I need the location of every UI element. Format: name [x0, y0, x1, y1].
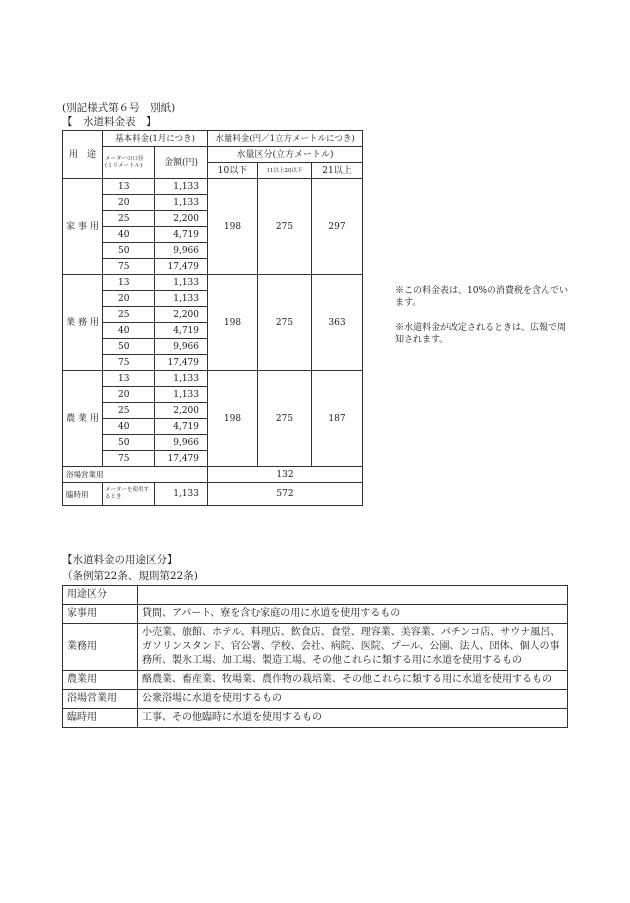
- basic-amount-cell: 9,966: [155, 339, 208, 355]
- meter-diameter-cell: 13: [103, 371, 155, 387]
- basic-amount-cell: 17,479: [155, 355, 208, 371]
- note-revision: ※水道料金が改定されるときは、広報で周知されます。: [395, 323, 567, 345]
- meter-diameter-label: メーターの口径: [105, 155, 144, 162]
- basic-amount-cell: 1,133: [155, 291, 208, 307]
- usage-desc-cell: 工事、その他臨時に水道を使用するもの: [138, 709, 568, 728]
- volume-fee-header: 水量料金(円／1立方メートルにつき): [208, 131, 363, 147]
- usage-header: 用途区分: [63, 586, 138, 605]
- meter-diameter-cell: 25: [103, 403, 155, 419]
- fee-table: [62, 130, 363, 506]
- volume-rate3-cell: 297: [312, 179, 363, 275]
- volume-rate2-cell: 275: [258, 179, 312, 275]
- use-header: 用 途: [63, 131, 103, 179]
- bath-rate: 132: [208, 467, 363, 483]
- temporary-amount: 1,133: [155, 483, 208, 506]
- meter-diameter-cell: 25: [103, 307, 155, 323]
- usage-name-cell: 家事用: [63, 605, 138, 624]
- usage-row: [63, 671, 568, 690]
- volume-rate1-cell: 198: [208, 179, 258, 275]
- volume-rate2-cell: 275: [258, 371, 312, 467]
- meter-diameter-cell: 20: [103, 387, 155, 403]
- usage-table: [62, 585, 568, 728]
- usage-subtitle: （条例第22条、規則第22条): [62, 570, 198, 582]
- usage-row: [63, 690, 568, 709]
- fee-row: [63, 179, 363, 195]
- meter-diameter-cell: 25: [103, 211, 155, 227]
- amount-header: 金額(円): [155, 147, 208, 179]
- meter-diameter-cell: 50: [103, 339, 155, 355]
- usage-row: [63, 605, 568, 624]
- meter-unit-label: (ミリメートル): [105, 162, 143, 169]
- meter-diameter-cell: 50: [103, 243, 155, 259]
- meter-diameter-cell: 20: [103, 195, 155, 211]
- fee-row: [63, 275, 363, 291]
- use-group-label: 農 業 用: [63, 371, 103, 467]
- basic-amount-cell: 9,966: [155, 435, 208, 451]
- meter-diameter-cell: 40: [103, 227, 155, 243]
- meter-diameter-cell: 75: [103, 259, 155, 275]
- basic-amount-cell: 4,719: [155, 419, 208, 435]
- usage-desc-cell: 小売業、旅館、ホテル、料理店、飲食店、食堂、理容業、美容業、パチンコ店、サウナ風呂、ガソリンスタンド、官公署、学校、会社、病院、医院、プール、公園、法人、団体、個人の事務所、製氷工場、加工場、製造工場、その他これらに類する用に水道を使用するもの: [138, 624, 568, 671]
- basic-amount-cell: 2,200: [155, 307, 208, 323]
- bath-use-label: 浴場営業用: [63, 467, 208, 483]
- basic-amount-cell: 4,719: [155, 323, 208, 339]
- basic-amount-cell: 1,133: [155, 387, 208, 403]
- usage-name-cell: 農業用: [63, 671, 138, 690]
- temporary-use-label: 臨時用: [63, 483, 103, 506]
- basic-amount-cell: 1,133: [155, 275, 208, 291]
- volume-rate3-cell: 187: [312, 371, 363, 467]
- volume-rate1-cell: 198: [208, 275, 258, 371]
- volume-rate2-cell: 275: [258, 275, 312, 371]
- volume-rate3-cell: 363: [312, 275, 363, 371]
- usage-row: [63, 709, 568, 728]
- meter-diameter-cell: 50: [103, 435, 155, 451]
- usage-name-cell: 業務用: [63, 624, 138, 671]
- meter-diameter-cell: 40: [103, 323, 155, 339]
- meter-diameter-cell: 13: [103, 179, 155, 195]
- basic-amount-cell: 9,966: [155, 243, 208, 259]
- basic-amount-cell: 2,200: [155, 211, 208, 227]
- band3-header: 21以上: [312, 163, 363, 179]
- band2-header: 11以上20以下: [258, 163, 312, 179]
- form-title: (別記様式第６号 別紙): [62, 102, 176, 114]
- use-group-label: 家 事 用: [63, 179, 103, 275]
- usage-name-cell: 臨時用: [63, 709, 138, 728]
- fee-row: [63, 371, 363, 387]
- basic-amount-cell: 4,719: [155, 227, 208, 243]
- volume-rate1-cell: 198: [208, 371, 258, 467]
- band1-header: 10以下: [208, 163, 258, 179]
- meter-diameter-cell: 13: [103, 275, 155, 291]
- volume-class-header: 水量区分(立方メートル): [208, 147, 363, 163]
- usage-desc-cell: 酪農業、畜産業、牧場業、農作物の栽培業、その他これらに類する用に水道を使用するもの: [138, 671, 568, 690]
- usage-name-cell: 浴場営業用: [63, 690, 138, 709]
- usage-header-blank: [138, 586, 568, 605]
- temporary-rate: 572: [208, 483, 363, 506]
- basic-fee-header: 基本料金(1月につき): [103, 131, 208, 147]
- meter-diameter-cell: 40: [103, 419, 155, 435]
- use-group-label: 業 務 用: [63, 275, 103, 371]
- basic-amount-cell: 17,479: [155, 259, 208, 275]
- basic-amount-cell: 1,133: [155, 371, 208, 387]
- fee-table-title: 【 水道料金表 】: [62, 116, 157, 128]
- meter-diameter-cell: 75: [103, 355, 155, 371]
- note-tax: ※この料金表は、10%の消費税を含んでいます。: [395, 286, 569, 308]
- basic-amount-cell: 17,479: [155, 451, 208, 467]
- meter-diameter-header: [103, 147, 155, 179]
- usage-title: 【水道料金の用途区分】: [62, 554, 178, 566]
- temporary-meter-note: メーターを使用するとき: [103, 483, 155, 506]
- usage-desc-cell: 貸間、アパート、寮を含む家庭の用に水道を使用するもの: [138, 605, 568, 624]
- basic-amount-cell: 2,200: [155, 403, 208, 419]
- usage-desc-cell: 公衆浴場に水道を使用するもの: [138, 690, 568, 709]
- usage-row: [63, 624, 568, 671]
- basic-amount-cell: 1,133: [155, 195, 208, 211]
- basic-amount-cell: 1,133: [155, 179, 208, 195]
- meter-diameter-cell: 20: [103, 291, 155, 307]
- meter-diameter-cell: 75: [103, 451, 155, 467]
